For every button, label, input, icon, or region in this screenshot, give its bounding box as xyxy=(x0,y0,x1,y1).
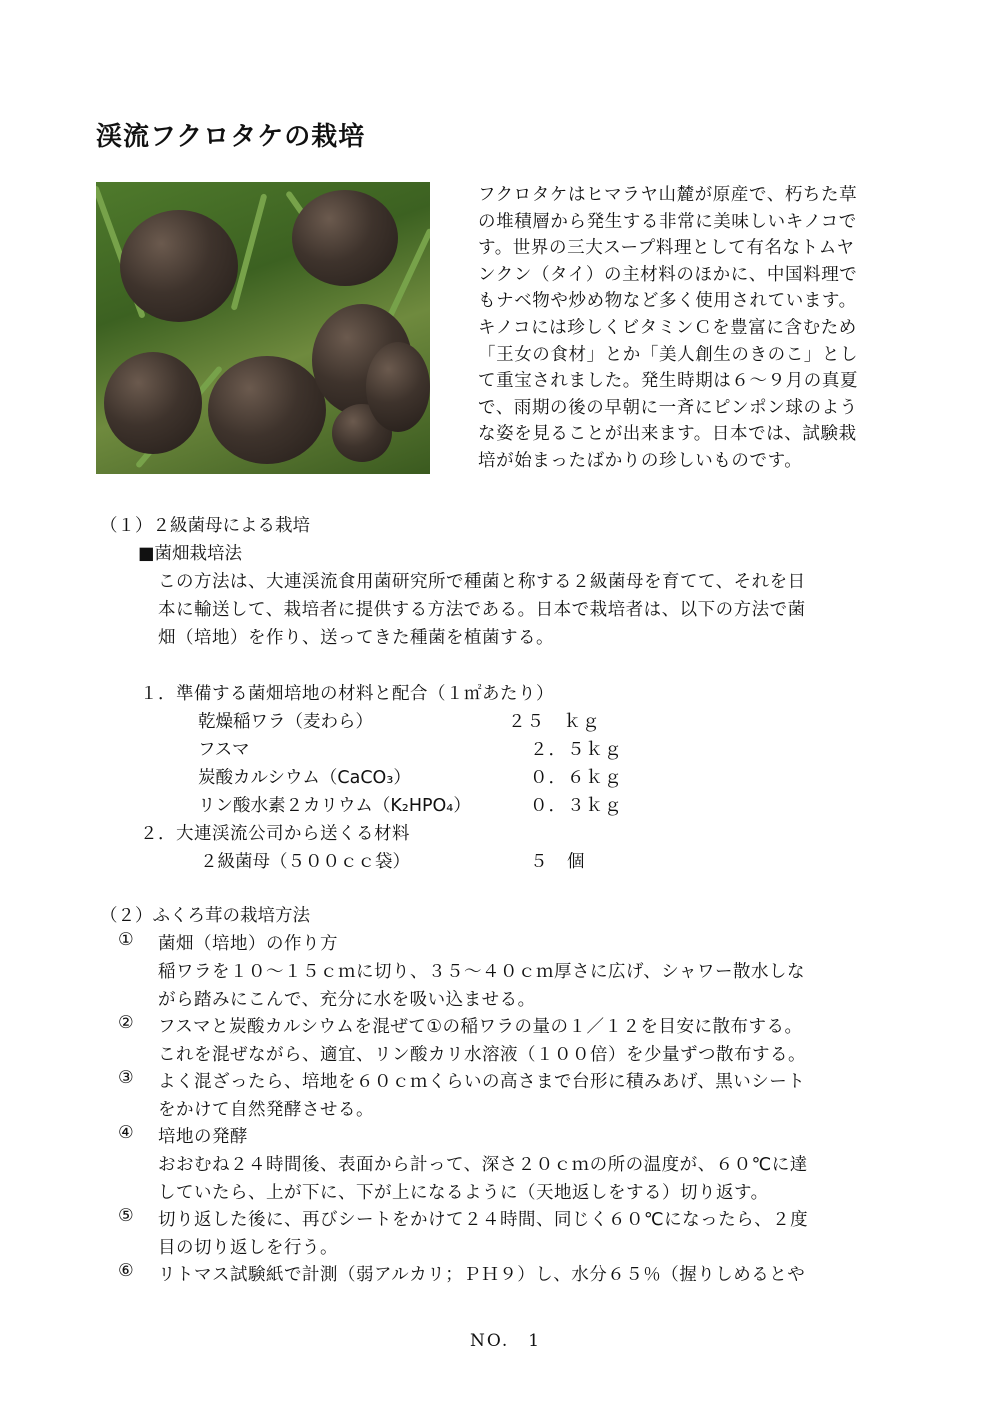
step-line: していたら、上が下に、下が上になるように（天地返しをする）切り返す。 xyxy=(158,1183,769,1203)
mushroom-cap xyxy=(366,342,430,432)
step-line: これを混ぜながら、適宜、リン酸カリ水溶液（１００倍）を少量ずつ散布する。 xyxy=(158,1045,806,1065)
intro-line: 「王女の食材」とか「美人創生のきのこ」とし xyxy=(478,344,859,365)
step-line: がら踏みにこんで、充分に水を吸い込ませる。 xyxy=(158,990,536,1010)
mushroom-cap xyxy=(292,190,398,286)
page-title: 渓流フクロタケの栽培 xyxy=(96,122,366,152)
supplied-name: ２級菌母（５００ｃｃ袋） xyxy=(200,852,410,872)
supplied-qty: ５ 個 xyxy=(530,852,586,872)
step-line: 培地の発酵 xyxy=(158,1127,248,1147)
step-line: 菌畑（培地）の作り方 xyxy=(158,934,338,954)
step-number: ② xyxy=(118,1013,134,1033)
intro-line: な姿を見ることが出来ます。日本では、試験栽 xyxy=(478,424,857,445)
body-line: 畑（培地）を作り、送ってきた種菌を植菌する。 xyxy=(158,628,554,648)
step-line: をかけて自然発酵させる。 xyxy=(158,1100,374,1120)
list-heading: １．準備する菌畑培地の材料と配合（１㎡あたり） xyxy=(140,684,554,704)
intro-line: て重宝されました。発生時期は６～９月の真夏 xyxy=(478,371,859,392)
step-line: リトマス試験紙で計測（弱アルカリ；ＰＨ９）し、水分６５％（握りしめるとや xyxy=(158,1265,806,1285)
step-line: 稲ワラを１０～１５ｃｍに切り、３５～４０ｃｍ厚さに広げ、シャワー散水しな xyxy=(158,962,805,982)
step-line: よく混ざったら、培地を６０ｃｍくらいの高さまで台形に積みあげ、黒いシート xyxy=(158,1072,806,1092)
mushroom-photo xyxy=(96,182,430,474)
subsection-heading: ■菌畑栽培法 xyxy=(138,544,243,564)
intro-line: ンクン（タイ）の主材料のほかに、中国料理で xyxy=(478,264,858,285)
step-number: ⑤ xyxy=(118,1206,134,1226)
section-heading: （１）２級菌母による栽培 xyxy=(100,516,310,536)
material-name: リン酸水素２カリウム（K₂HPO₄） xyxy=(198,796,471,816)
body-line: この方法は、大連渓流食用菌研究所で種菌と称する２級菌母を育てて、それを日 xyxy=(158,572,806,592)
intro-line: で、雨期の後の早朝に一斉にピンポン球のよう xyxy=(478,397,858,418)
intro-line: キノコには珍しくビタミンＣを豊富に含むため xyxy=(478,317,857,338)
step-line: フスマと炭酸カルシウムを混ぜて①の稲ワラの量の１／１２を目安に散布する。 xyxy=(158,1017,803,1037)
mushroom-cap xyxy=(208,356,326,464)
step-line: 切り返した後に、再びシートをかけて２４時間、同じく６０℃になったら、２度 xyxy=(158,1210,809,1230)
page-number: NO. 1 xyxy=(470,1331,542,1351)
material-qty: ２５ ｋｇ xyxy=(508,712,601,732)
intro-line: フクロタケはヒマラヤ山麓が原産で、朽ちた草 xyxy=(478,185,858,205)
step-line: 目の切り返しを行う。 xyxy=(158,1238,338,1258)
step-line: おおむね２４時間後、表面から計って、深さ２０ｃｍの所の温度が、６０℃に達 xyxy=(158,1155,808,1175)
material-name: 乾燥稲ワラ（麦わら） xyxy=(198,712,373,732)
intro-line: もナベ物や炒め物など多く使用されています。 xyxy=(478,291,857,312)
material-qty: ０．３ｋｇ xyxy=(530,796,623,816)
step-number: ⑥ xyxy=(118,1261,134,1281)
step-number: ④ xyxy=(118,1123,134,1143)
material-qty: ０．６ｋｇ xyxy=(530,768,623,788)
material-name: フスマ xyxy=(198,740,250,760)
mushroom-cap xyxy=(104,352,202,454)
section-heading: （２）ふくろ茸の栽培方法 xyxy=(100,906,310,926)
body-line: 本に輸送して、栽培者に提供する方法である。日本で栽培者は、以下の方法で菌 xyxy=(158,600,806,620)
intro-line: す。世界の三大スープ料理として有名なトムヤ xyxy=(478,238,855,259)
intro-paragraph xyxy=(478,182,916,475)
list-heading: ２．大連渓流公司から送くる材料 xyxy=(140,824,410,844)
step-number: ① xyxy=(118,930,134,950)
mushroom-cap xyxy=(120,210,238,322)
intro-line: 培が始まったばかりの珍しいものです。 xyxy=(478,450,803,471)
material-name: 炭酸カルシウム（CaCO₃） xyxy=(198,768,411,788)
step-number: ③ xyxy=(118,1068,134,1088)
intro-line: の堆積層から発生する非常に美味しいキノコで xyxy=(478,211,857,232)
material-qty: ２．５ｋｇ xyxy=(530,740,623,760)
